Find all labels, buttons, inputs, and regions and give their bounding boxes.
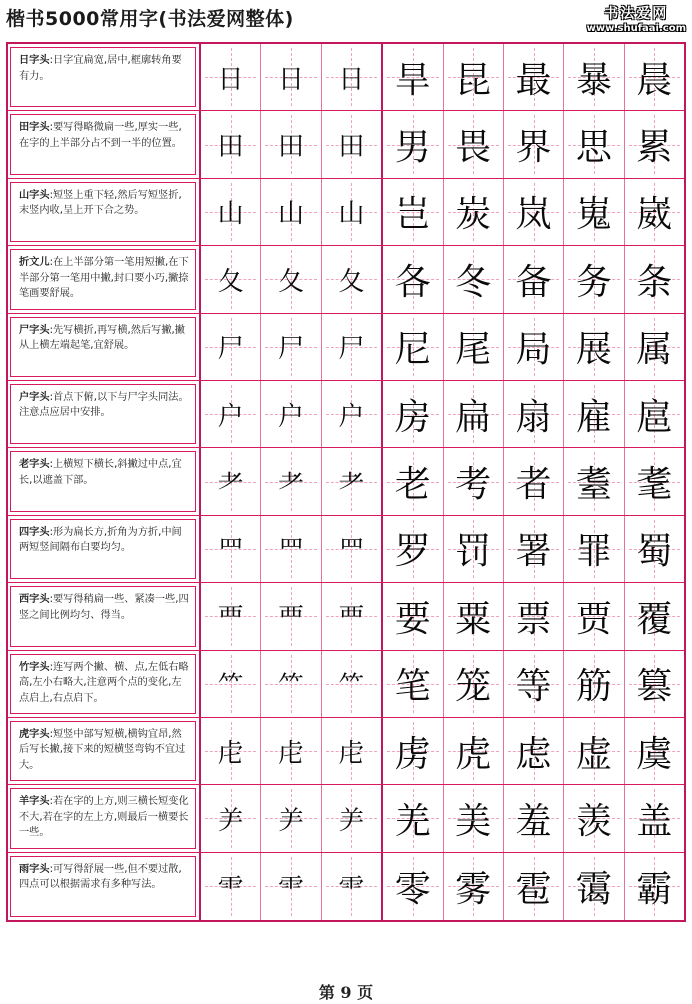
radical-row (8, 179, 684, 246)
example-character: 雇 (575, 396, 612, 438)
radical-row (8, 853, 684, 920)
practice-cell (381, 853, 442, 920)
radical-glyph: ⺶ (338, 805, 365, 836)
example-character: 零 (394, 868, 431, 910)
practice-cell (321, 853, 381, 920)
radical-row (8, 448, 684, 515)
practice-cell (503, 111, 563, 177)
example-character: 罪 (575, 531, 612, 573)
example-character: 覆 (636, 598, 673, 640)
practice-cell (381, 246, 442, 312)
practice-cell (563, 111, 623, 177)
practice-cell (381, 785, 442, 851)
practice-cell (443, 179, 503, 245)
practice-grid (199, 246, 684, 312)
example-character: 扈 (636, 396, 673, 438)
radical-glyph: 户 (338, 401, 365, 432)
practice-cell (503, 246, 563, 312)
example-character: 务 (575, 261, 612, 303)
example-character: 要 (394, 598, 431, 640)
radical-glyph: 覀 (217, 603, 244, 634)
practice-cell (201, 111, 260, 177)
practice-cell (321, 785, 381, 851)
practice-cell (563, 718, 623, 784)
practice-cell (624, 516, 684, 582)
practice-cell (260, 785, 320, 851)
practice-cell (563, 853, 623, 920)
site-logo (587, 3, 686, 34)
radical-explanation: :可写得舒展一些,但不要过散,四点可以根据需求有多种写法。 (19, 863, 182, 891)
example-character: 粟 (455, 598, 492, 640)
radical-glyph: 田 (278, 132, 305, 163)
radical-glyph: 尸 (338, 334, 365, 365)
radical-glyph: 山 (338, 199, 365, 230)
radical-name: 户字头 (19, 391, 50, 403)
practice-cell (321, 111, 381, 177)
practice-grid (199, 44, 684, 110)
practice-cell (260, 381, 320, 447)
practice-cell (381, 651, 442, 717)
practice-cell (381, 44, 442, 110)
radical-glyph: 田 (217, 132, 244, 163)
radical-description (10, 249, 196, 309)
example-character: 尼 (394, 329, 431, 371)
example-character: 界 (515, 127, 552, 169)
example-character: 虚 (575, 733, 612, 775)
practice-cell (443, 314, 503, 380)
radical-glyph: 日 (217, 64, 244, 95)
radical-name: 山字头 (19, 189, 50, 201)
example-character: 虎 (455, 733, 492, 775)
radical-name: 田字头 (19, 122, 50, 134)
radical-description (10, 451, 196, 511)
radical-description (10, 856, 196, 917)
practice-cell (321, 448, 381, 514)
practice-cell (443, 44, 503, 110)
example-character: 虏 (394, 733, 431, 775)
practice-grid (199, 785, 684, 851)
practice-cell (201, 785, 260, 851)
practice-cell (563, 516, 623, 582)
practice-cell (624, 785, 684, 851)
radical-explanation: :首点下俯,以下与尸字头同法。注意点应居中安排。 (19, 391, 189, 419)
practice-cell (381, 179, 442, 245)
radical-row (8, 651, 684, 718)
practice-cell (563, 651, 623, 717)
practice-cell (260, 246, 320, 312)
radical-row (8, 111, 684, 178)
radical-row (8, 44, 684, 111)
radical-explanation: :上横短下横长,斜撇过中点,宜长,以遮盖下部。 (19, 459, 182, 486)
radical-glyph: ⺮ (278, 671, 305, 702)
practice-cell (260, 583, 320, 649)
radical-explanation: :先写横折,再写横,然后写撇,撇从上横左端起笔,宜舒展。 (19, 324, 185, 352)
practice-cell (563, 314, 623, 380)
practice-cell (624, 651, 684, 717)
radical-row (8, 246, 684, 313)
radical-name: 四字头 (19, 526, 50, 538)
example-character: 思 (575, 127, 612, 169)
practice-grid (199, 179, 684, 245)
practice-grid (199, 718, 684, 784)
radical-glyph: 户 (278, 401, 305, 432)
practice-cell (381, 381, 442, 447)
practice-cell (563, 44, 623, 110)
radical-glyph: 日 (278, 64, 305, 95)
practice-cell (201, 583, 260, 649)
practice-cell (503, 179, 563, 245)
practice-cell (503, 314, 563, 380)
example-character: 盖 (636, 800, 673, 842)
practice-cell (563, 785, 623, 851)
practice-cell (260, 853, 320, 920)
example-character: 岂 (394, 194, 431, 236)
example-character: 耄 (636, 464, 673, 506)
practice-cell (321, 246, 381, 312)
practice-cell (201, 448, 260, 514)
example-character: 笔 (394, 666, 431, 708)
page-header (0, 0, 692, 44)
practice-cell (443, 718, 503, 784)
practice-cell (503, 785, 563, 851)
practice-cell (624, 718, 684, 784)
example-character: 篡 (636, 666, 673, 708)
practice-cell (624, 583, 684, 649)
example-character: 局 (515, 329, 552, 371)
radical-glyph: 尸 (278, 334, 305, 365)
radical-description (10, 654, 196, 714)
practice-cell (443, 785, 503, 851)
example-character: 票 (515, 598, 552, 640)
radical-glyph: 虍 (338, 738, 365, 769)
radical-glyph: 户 (217, 401, 244, 432)
radical-glyph: ⻗ (217, 873, 244, 904)
practice-cell (443, 516, 503, 582)
practice-cell (624, 314, 684, 380)
practice-cell (381, 448, 442, 514)
practice-cell (443, 651, 503, 717)
practice-cell (381, 718, 442, 784)
radical-glyph: 夂 (217, 266, 244, 297)
practice-cell (201, 381, 260, 447)
radical-glyph: 虍 (217, 738, 244, 769)
example-character: 羞 (515, 800, 552, 842)
radical-glyph: 罒 (338, 536, 365, 567)
practice-cell (443, 381, 503, 447)
radical-explanation: :连写两个撇、横、点,左低右略高,左小右略大,注意两个点的变化,左点启上,右点启下。 (19, 661, 189, 704)
example-character: 罚 (455, 531, 492, 573)
example-character: 昆 (455, 59, 492, 101)
practice-cell (381, 111, 442, 177)
radical-glyph: 耂 (338, 469, 365, 500)
practice-cell (624, 111, 684, 177)
radical-practice-table (6, 42, 686, 922)
practice-cell (381, 314, 442, 380)
radical-glyph: 山 (278, 199, 305, 230)
radical-glyph: ⺮ (217, 671, 244, 702)
practice-grid (199, 583, 684, 649)
example-character: 霭 (575, 868, 612, 910)
example-character: 美 (455, 800, 492, 842)
practice-grid (199, 448, 684, 514)
example-character: 筋 (575, 666, 612, 708)
radical-glyph: ⻗ (278, 873, 305, 904)
radical-description (10, 384, 196, 444)
example-character: 嵬 (575, 194, 612, 236)
practice-cell (321, 718, 381, 784)
radical-row (8, 314, 684, 381)
radical-name: 竹字头 (19, 661, 50, 673)
practice-cell (321, 314, 381, 380)
radical-glyph: ⻗ (338, 873, 365, 904)
site-url: www.shufaai.com (586, 23, 686, 34)
example-character: 条 (636, 261, 673, 303)
radical-explanation: :在上半部分第一笔用短撇,在下半部分第一笔用中撇,封口要小巧,撇捺笔画要舒展。 (19, 257, 189, 300)
practice-cell (321, 516, 381, 582)
example-character: 崴 (636, 194, 673, 236)
example-character: 畏 (455, 127, 492, 169)
practice-cell (563, 246, 623, 312)
example-character: 房 (394, 396, 431, 438)
radical-description (10, 114, 196, 174)
practice-grid (199, 314, 684, 380)
example-character: 笼 (455, 666, 492, 708)
example-character: 晨 (636, 59, 673, 101)
example-character: 炭 (455, 194, 492, 236)
practice-cell (321, 583, 381, 649)
practice-cell (201, 651, 260, 717)
example-character: 男 (394, 127, 431, 169)
example-character: 考 (455, 464, 492, 506)
practice-cell (201, 44, 260, 110)
practice-cell (503, 651, 563, 717)
example-character: 旱 (394, 59, 431, 101)
practice-cell (443, 111, 503, 177)
practice-cell (201, 718, 260, 784)
practice-cell (624, 381, 684, 447)
radical-explanation: :若在字的上方,则三横长短变化不大,若在字的左上方,则最后一横要长一些。 (19, 796, 189, 839)
radical-row (8, 381, 684, 448)
practice-cell (201, 853, 260, 920)
practice-cell (443, 246, 503, 312)
example-character: 冬 (455, 261, 492, 303)
practice-cell (201, 246, 260, 312)
practice-cell (624, 44, 684, 110)
example-character: 罗 (394, 531, 431, 573)
radical-name: 老字头 (19, 459, 50, 471)
practice-cell (624, 246, 684, 312)
example-character: 耋 (575, 464, 612, 506)
practice-cell (321, 44, 381, 110)
radical-glyph: 耂 (278, 469, 305, 500)
example-character: 羡 (575, 800, 612, 842)
practice-cell (503, 516, 563, 582)
example-character: 最 (515, 59, 552, 101)
radical-glyph: ⺶ (278, 805, 305, 836)
example-character: 雾 (455, 868, 492, 910)
practice-cell (443, 853, 503, 920)
practice-grid (199, 111, 684, 177)
radical-glyph: ⺮ (338, 671, 365, 702)
radical-description (10, 317, 196, 377)
example-character: 署 (515, 531, 552, 573)
practice-cell (503, 853, 563, 920)
radical-name: 尸字头 (19, 324, 50, 336)
example-character: 等 (515, 666, 552, 708)
example-character: 雹 (515, 868, 552, 910)
practice-cell (443, 448, 503, 514)
practice-cell (503, 381, 563, 447)
radical-name: 西字头 (19, 594, 50, 606)
practice-cell (321, 381, 381, 447)
example-character: 贾 (575, 598, 612, 640)
radical-explanation: :短竖上重下轻,然后写短竖折,末竖内收,呈上开下合之势。 (19, 189, 182, 217)
radical-name: 雨字头 (19, 863, 50, 875)
radical-description (10, 47, 196, 107)
practice-grid (199, 651, 684, 717)
radical-glyph: 覀 (278, 603, 305, 634)
practice-grid (199, 381, 684, 447)
practice-cell (201, 516, 260, 582)
example-character: 霸 (636, 868, 673, 910)
radical-glyph: 罒 (278, 536, 305, 567)
practice-cell (260, 314, 320, 380)
practice-cell (443, 583, 503, 649)
practice-grid (199, 853, 684, 920)
example-character: 各 (394, 261, 431, 303)
practice-cell (624, 448, 684, 514)
radical-name: 羊字头 (19, 796, 50, 808)
radical-glyph: 覀 (338, 603, 365, 634)
radical-description (10, 788, 196, 848)
practice-cell (624, 179, 684, 245)
radical-description (10, 182, 196, 242)
practice-cell (563, 179, 623, 245)
radical-glyph: ⺶ (217, 805, 244, 836)
practice-cell (503, 718, 563, 784)
example-character: 老 (394, 464, 431, 506)
radical-explanation: :形为扁长方,折角为方折,中间两短竖间隔布白要均匀。 (19, 526, 182, 554)
example-character: 尾 (455, 329, 492, 371)
radical-explanation: :要写得稍扁一些、紧凑一些,四竖之间比例均匀、得当。 (19, 594, 189, 621)
practice-cell (563, 381, 623, 447)
radical-explanation: :短竖中部写短横,横钩宜昂,然后写长撇,接下来的短横竖弯钩不宜过大。 (19, 728, 186, 771)
practice-cell (260, 44, 320, 110)
radical-explanation: :日字宜扁宽,居中,框廓转角要有力。 (19, 55, 182, 82)
example-character: 岚 (515, 194, 552, 236)
radical-name: 日字头 (19, 55, 50, 66)
practice-cell (260, 111, 320, 177)
example-character: 羌 (394, 800, 431, 842)
practice-cell (503, 44, 563, 110)
practice-cell (624, 853, 684, 920)
practice-cell (260, 718, 320, 784)
practice-grid (199, 516, 684, 582)
radical-row (8, 516, 684, 583)
practice-cell (381, 516, 442, 582)
radical-glyph: 夂 (338, 266, 365, 297)
practice-cell (381, 583, 442, 649)
practice-cell (260, 516, 320, 582)
practice-cell (260, 179, 320, 245)
example-character: 蜀 (636, 531, 673, 573)
radical-glyph: 耂 (217, 469, 244, 500)
radical-description (10, 721, 196, 781)
example-character: 虑 (515, 733, 552, 775)
practice-cell (503, 583, 563, 649)
practice-cell (321, 651, 381, 717)
example-character: 暴 (575, 59, 612, 101)
radical-glyph: 虍 (278, 738, 305, 769)
radical-glyph: 罒 (217, 536, 244, 567)
radical-row (8, 583, 684, 650)
page-title: 楷书5000常用字(书法爱网整体) (6, 8, 294, 30)
radical-name: 虎字头 (19, 728, 50, 740)
practice-cell (563, 448, 623, 514)
site-name: 书法爱网 (604, 6, 669, 22)
radical-description (10, 586, 196, 646)
radical-glyph: 田 (338, 132, 365, 163)
example-character: 者 (515, 464, 552, 506)
page-number: 第 9 页 (318, 983, 374, 1002)
example-character: 属 (636, 329, 673, 371)
radical-glyph: 日 (338, 64, 365, 95)
radical-row (8, 718, 684, 785)
radical-name: 折文儿 (19, 257, 50, 269)
example-character: 展 (575, 329, 612, 371)
practice-cell (321, 179, 381, 245)
example-character: 扁 (455, 396, 492, 438)
practice-cell (201, 179, 260, 245)
practice-cell (260, 448, 320, 514)
radical-glyph: 夂 (278, 266, 305, 297)
radical-glyph: 山 (217, 199, 244, 230)
example-character: 扇 (515, 396, 552, 438)
radical-description (10, 519, 196, 579)
example-character: 虞 (636, 733, 673, 775)
practice-cell (260, 651, 320, 717)
practice-cell (201, 314, 260, 380)
example-character: 累 (636, 127, 673, 169)
practice-cell (563, 583, 623, 649)
radical-glyph: 尸 (217, 334, 244, 365)
practice-cell (503, 448, 563, 514)
example-character: 备 (515, 261, 552, 303)
radical-explanation: :要写得略微扁一些,厚实一些,在字的上半部分占不到一半的位置。 (19, 122, 182, 149)
radical-row (8, 785, 684, 852)
